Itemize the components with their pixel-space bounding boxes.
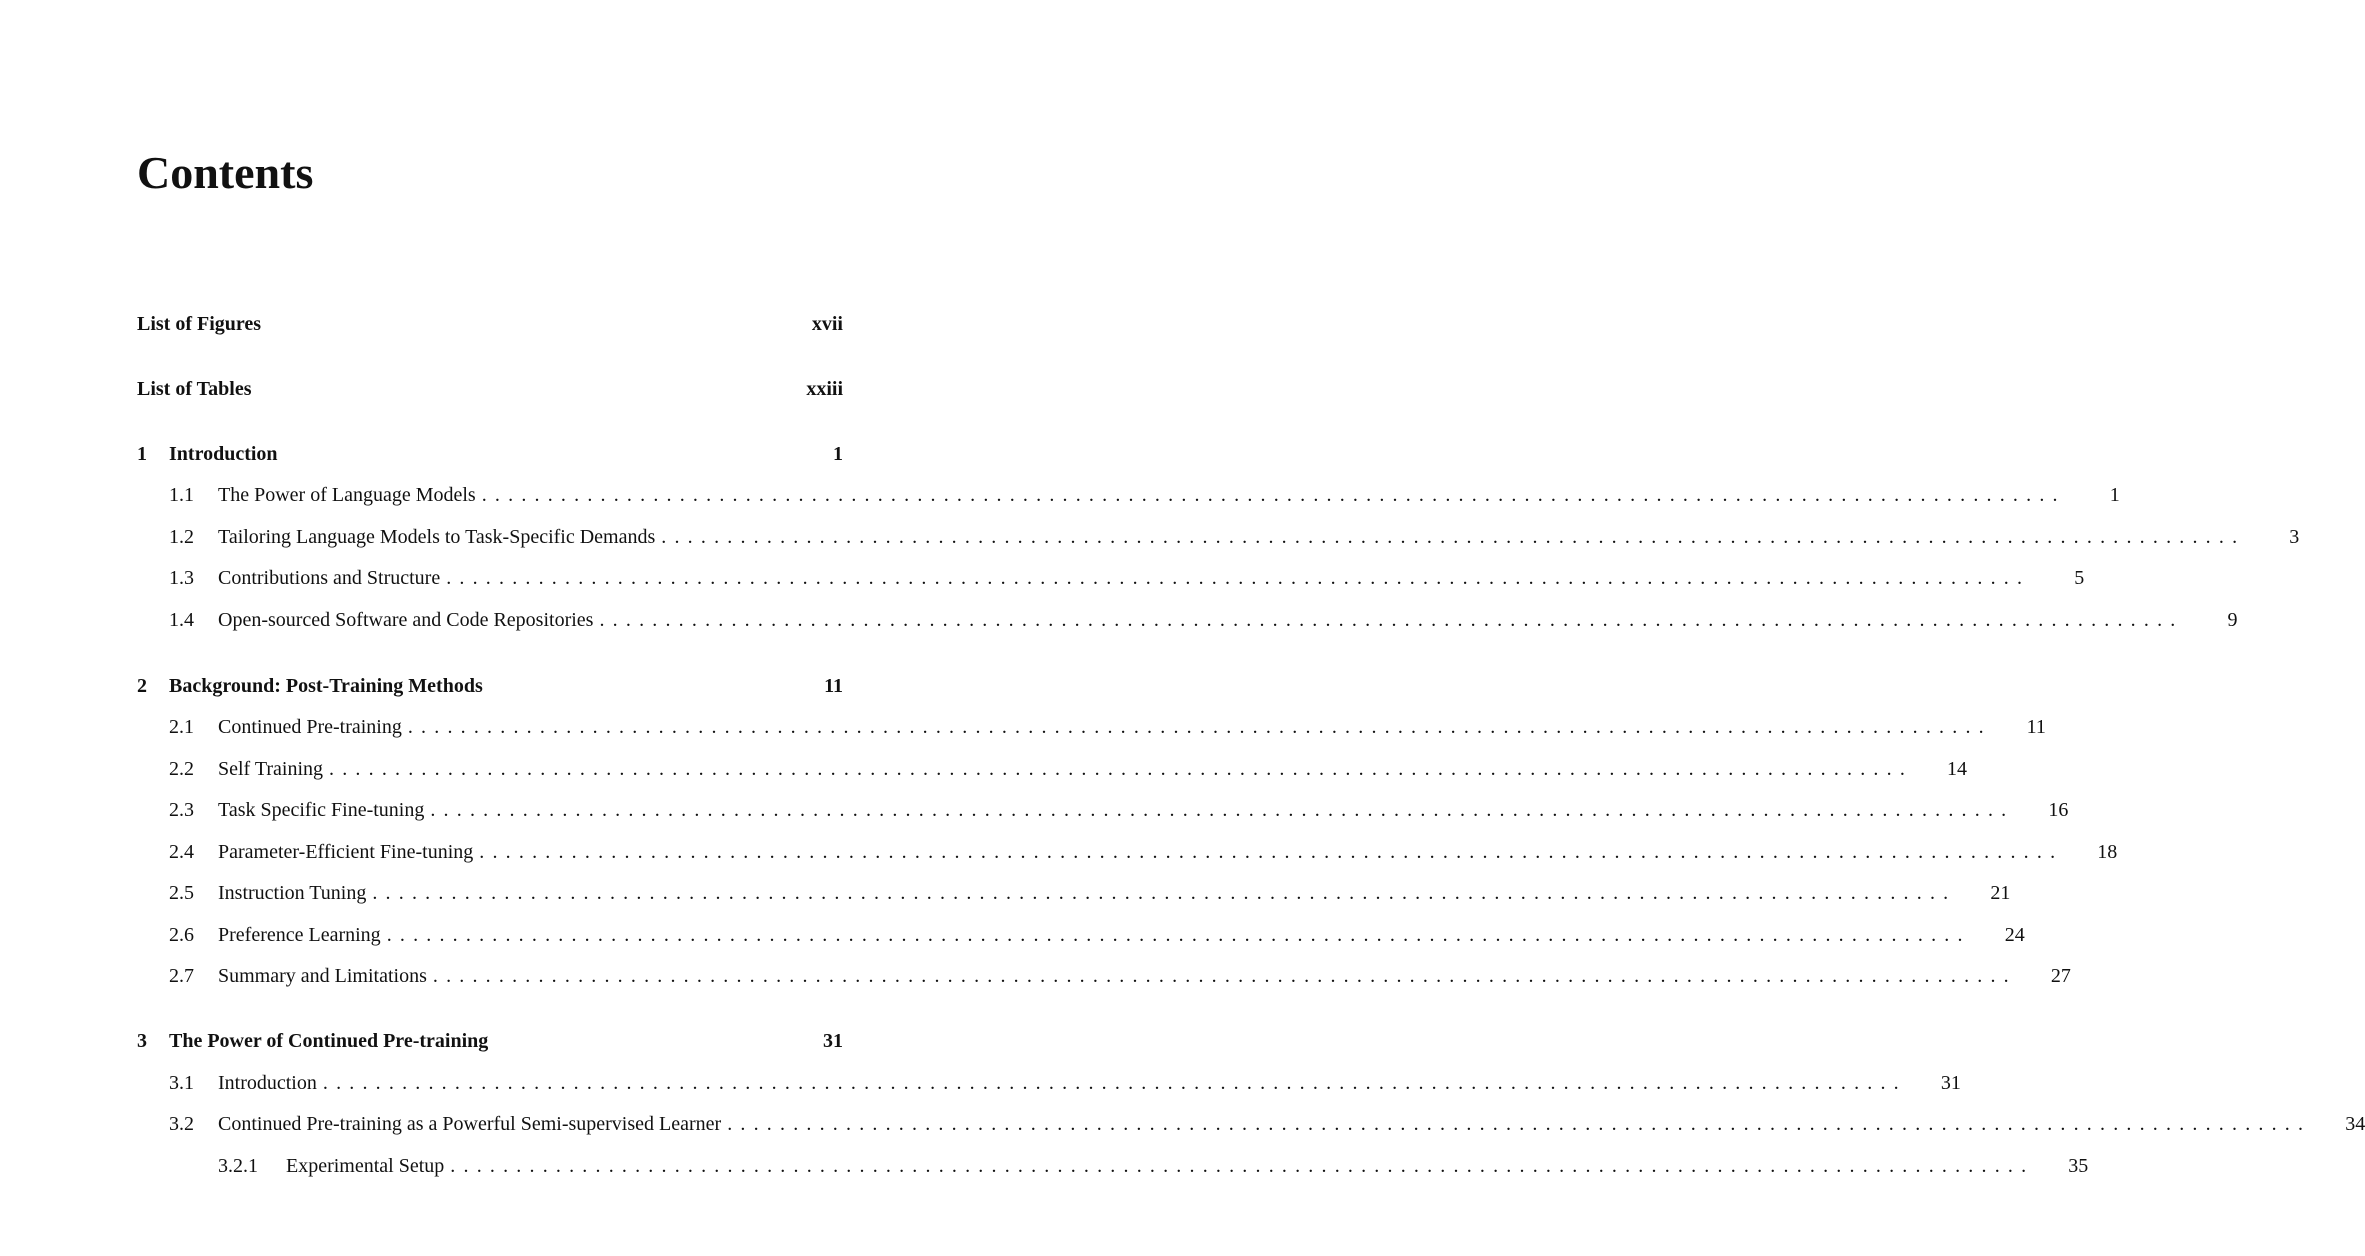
dot-leader: ........................................................................................................................	[450, 1155, 2035, 1177]
toc-chapter-3[interactable]	[137, 1027, 843, 1055]
section-page: 3	[2289, 526, 2300, 548]
section-number: 2.3	[169, 799, 194, 821]
section-number: 1.3	[169, 567, 194, 589]
toc-entry-title: List of Figures	[137, 313, 262, 335]
subsection-page: 35	[2068, 1155, 2089, 1177]
section-page: 11	[2026, 716, 2046, 738]
dot-leader: ........................................................................................................................	[599, 609, 2184, 631]
toc-section-2-3[interactable]	[137, 796, 2069, 824]
toc-section-1-3[interactable]	[137, 564, 2085, 592]
section-page: 21	[1990, 882, 2011, 904]
section-page: 9	[2227, 609, 2238, 631]
dot-leader: ........................................................................................................................	[322, 1072, 1907, 1094]
dot-leader: ........................................................................................................................	[407, 716, 1992, 738]
section-page: 27	[2050, 965, 2071, 987]
dot-leader: ........................................................................................................................	[661, 526, 2246, 548]
chapter-page: 11	[824, 675, 843, 697]
dot-leader: ........................................................................................................................	[372, 882, 1957, 904]
toc-chapter-2[interactable]	[137, 672, 843, 700]
toc-section-2-7[interactable]	[137, 962, 2071, 990]
section-page: 16	[2048, 799, 2069, 821]
toc-chapter-1[interactable]	[137, 440, 843, 468]
section-number: 2.2	[169, 758, 194, 780]
toc-entry-list-of-tables[interactable]	[137, 375, 843, 403]
toc-section-3-1[interactable]	[137, 1069, 1961, 1097]
section-number: 1.2	[169, 526, 194, 548]
section-page: 14	[1947, 758, 1968, 780]
section-title: Summary and Limitations	[218, 965, 427, 987]
section-title: Parameter-Efficient Fine-tuning	[218, 841, 474, 863]
toc-entry-list-of-figures[interactable]	[137, 310, 843, 338]
page-title: Contents	[137, 147, 314, 198]
section-page: 31	[1940, 1072, 1961, 1094]
chapter-title: The Power of Continued Pre-training	[169, 1030, 489, 1052]
chapter-title: Introduction	[169, 443, 278, 465]
section-page: 1	[2109, 484, 2120, 506]
section-title: Contributions and Structure	[218, 567, 441, 589]
chapter-number: 2	[137, 675, 147, 697]
dot-leader: ........................................................................................................................	[481, 484, 2066, 506]
dot-leader: ........................................................................................................................	[386, 924, 1971, 946]
chapter-page: 1	[833, 443, 843, 465]
section-title: Preference Learning	[218, 924, 381, 946]
section-title: Introduction	[218, 1072, 317, 1094]
toc-subsection-3-2-1[interactable]	[137, 1152, 2089, 1180]
section-number: 1.4	[169, 609, 194, 631]
section-number: 2.5	[169, 882, 194, 904]
toc-section-2-1[interactable]	[137, 713, 2046, 741]
section-number: 3.1	[169, 1072, 194, 1094]
section-number: 3.2	[169, 1113, 194, 1135]
chapter-page: 31	[823, 1030, 843, 1052]
toc-entry-title: List of Tables	[137, 378, 252, 400]
section-page: 18	[2097, 841, 2118, 863]
dot-leader: ........................................................................................................................	[479, 841, 2064, 863]
section-title: Task Specific Fine-tuning	[218, 799, 425, 821]
section-page: 34	[2345, 1113, 2365, 1135]
section-number: 2.7	[169, 965, 194, 987]
section-title: Self Training	[218, 758, 324, 780]
chapter-title: Background: Post-Training Methods	[169, 675, 483, 697]
dot-leader: ........................................................................................................................	[432, 965, 2017, 987]
toc-section-1-4[interactable]	[137, 606, 2238, 634]
toc-section-2-5[interactable]	[137, 879, 2011, 907]
chapter-number: 1	[137, 443, 147, 465]
section-number: 2.4	[169, 841, 194, 863]
toc-entry-page: xvii	[811, 313, 843, 335]
chapter-number: 3	[137, 1030, 147, 1052]
section-title: The Power of Language Models	[218, 484, 476, 506]
dot-leader: ........................................................................................................................	[446, 567, 2031, 589]
section-page: 5	[2074, 567, 2085, 589]
section-title: Continued Pre-training as a Powerful Semi-supervised Learner	[218, 1113, 722, 1135]
toc-section-2-4[interactable]	[137, 838, 2118, 866]
toc-section-3-2[interactable]	[137, 1110, 2365, 1138]
toc-section-2-2[interactable]	[137, 755, 1968, 783]
toc-section-1-1[interactable]	[137, 481, 2120, 509]
section-number: 1.1	[169, 484, 194, 506]
section-number: 2.6	[169, 924, 194, 946]
toc-section-2-6[interactable]	[137, 921, 2025, 949]
section-page: 24	[2004, 924, 2025, 946]
dot-leader: ........................................................................................................................	[430, 799, 2015, 821]
section-title: Continued Pre-training	[218, 716, 402, 738]
toc-section-1-2[interactable]	[137, 523, 2300, 551]
toc-entry-page: xxiii	[806, 378, 843, 400]
dot-leader: ........................................................................................................................	[329, 758, 1914, 780]
section-number: 2.1	[169, 716, 194, 738]
section-title: Instruction Tuning	[218, 882, 367, 904]
section-title: Tailoring Language Models to Task-Specific Demands	[218, 526, 656, 548]
subsection-number: 3.2.1	[218, 1155, 258, 1177]
subsection-title: Experimental Setup	[286, 1155, 445, 1177]
dot-leader: ........................................................................................................................	[727, 1113, 2312, 1135]
section-title: Open-sourced Software and Code Repositories	[218, 609, 594, 631]
